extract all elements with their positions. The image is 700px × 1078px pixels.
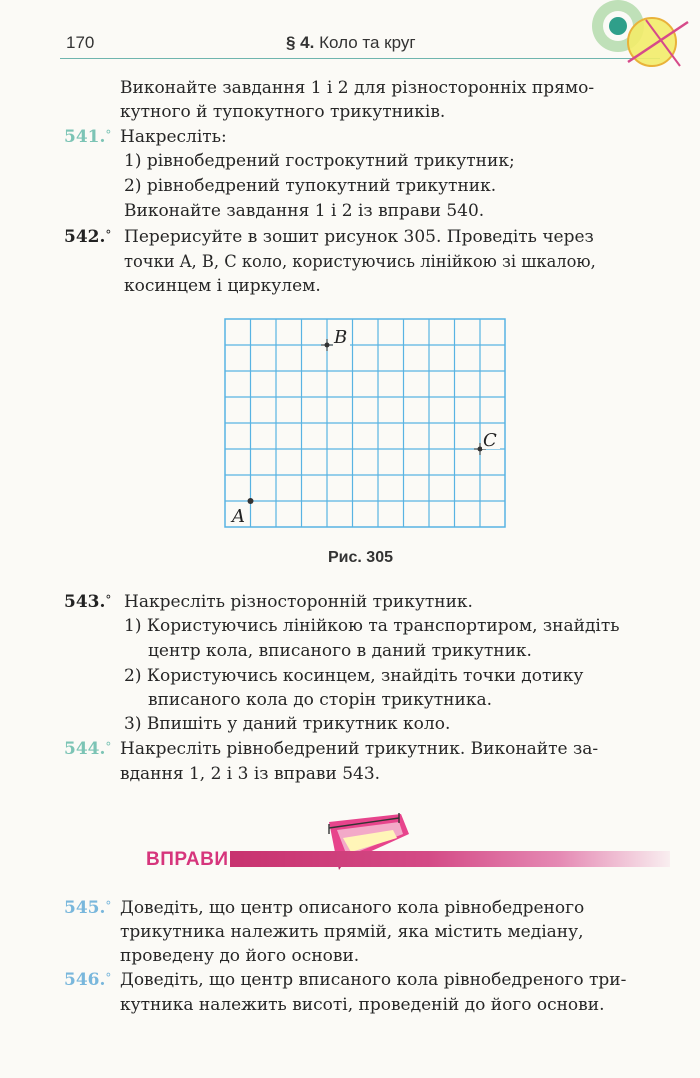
intro-line-1: Виконайте завдання 1 і 2 для різносторонніх прямо- [120,78,595,98]
exercises-banner-title: ВПРАВИ [146,849,229,870]
section-name: Коло та круг [319,33,416,52]
point-a [248,498,254,504]
exercises-banner-icon [58,808,678,883]
exercise-541-line-1: Накресліть: [120,127,227,147]
exercise-544-number: 544.° [64,739,112,759]
exercise-544-line-1: Накресліть рівнобедрений трикутник. Виконайте за- [120,739,599,759]
exercise-543-number: 543.° [64,592,112,612]
exercise-542-line-2: точки A, B, C коло, користуючись лінійкою зі шкалою, [124,252,596,271]
exercise-544-line-2: вдання 1, 2 і 3 із вправи 543. [120,764,381,784]
exercise-545-line-2: трикутника належить прямій, яка містить медіану, [120,922,584,942]
exercise-545-line-3: проведену до його основи. [120,946,360,966]
header-rule [60,58,660,59]
exercise-545-line-1: Доведіть, що центр описаного кола рівнобедреного [120,898,585,918]
exercise-542-number: 542.° [64,227,112,247]
exercise-543-line-2: 1) Користуючись лінійкою та транспортиром, знайдіть [124,616,620,636]
figure-caption: Рис. 305 [328,549,393,566]
section-mark: § 4. [286,33,315,52]
exercise-543-line-4: 2) Користуючись косинцем, знайдіть точки дотику [124,666,584,686]
exercise-542-line-3: косинцем і циркулем. [124,276,321,296]
section-title [286,33,416,53]
label-c: C [483,430,497,451]
geometry-logo-icon [588,0,700,72]
exercise-542-line-1: Перерисуйте в зошит рисунок 305. Проведіть через [124,227,594,247]
intro-line-2: кутного й тупокутного трикутників. [120,102,446,122]
exercise-543-line-1: Накресліть різносторонній трикутник. [124,592,473,612]
banner-strip [230,851,670,867]
exercise-541-number: 541.° [64,127,112,147]
figure-305-grid [224,318,508,532]
exercise-543-line-5: вписаного кола до сторін трикутника. [148,690,492,710]
exercise-546-line-1: Доведіть, що центр вписаного кола рівнобедреного три- [120,970,627,990]
label-a: A [232,506,245,527]
exercise-541-line-2: 1) рівнобедрений гострокутний трикутник; [124,151,515,171]
exercise-545-number: 545.° [64,898,112,918]
exercise-546-number: 546.° [64,970,112,990]
page-number: 170 [66,33,95,52]
page-header [0,0,700,70]
exercise-546-line-2: кутника належить висоті, проведеній до його основи. [120,995,605,1015]
label-b: B [334,327,348,348]
exercise-543-line-6: 3) Впишіть у даний трикутник коло. [124,714,451,734]
exercise-541-line-4: Виконайте завдання 1 і 2 із вправи 540. [124,201,485,221]
exercise-541-line-3: 2) рівнобедрений тупокутний трикутник. [124,176,497,196]
exercise-543-line-3: центр кола, вписаного в даний трикутник. [148,641,532,661]
